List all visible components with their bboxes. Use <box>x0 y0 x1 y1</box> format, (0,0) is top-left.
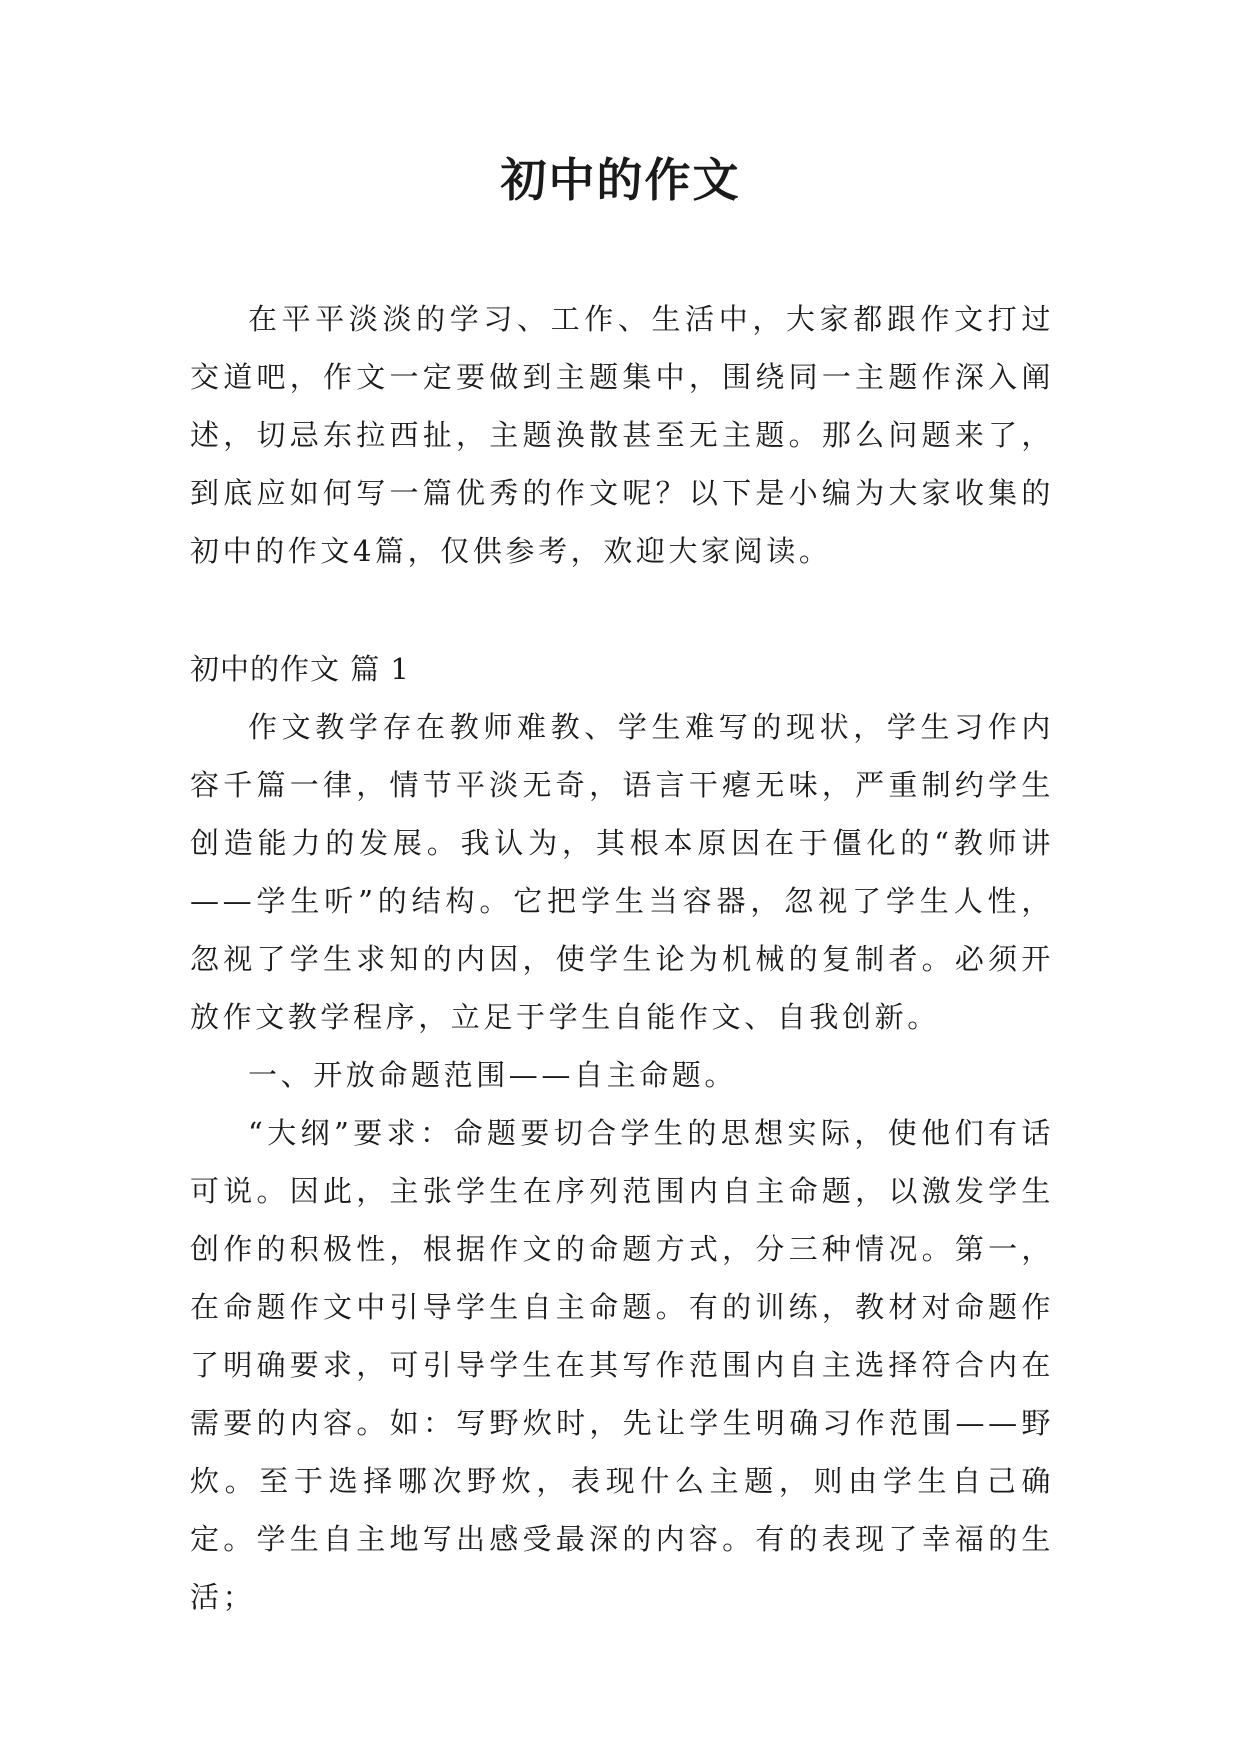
section-paragraph-3: “大纲”要求：命题要切合学生的思想实际，使他们有话可说。因此，主张学生在序列范围内自主命题，以激发学生创作的积极性，根据作文的命题方式，分三种情况。第一，在命题作文中引导学生自主命题。有的训练，教材对命题作了明确要求，可引导学生在其写作范围内自主选择符合内在需要的内容。如：写野炊时，先让学生明确习作范围——野炊。至于选择哪次野炊，表现什么主题，则由学生自己确定。学生自主地写出感受最深的内容。有的表现了幸福的生活； <box>190 1116 1054 1614</box>
section-heading: 初中的作文 篇 1 <box>190 652 410 686</box>
document-title: 初中的作文 <box>500 153 741 207</box>
section-paragraph-1: 作文教学存在教师难教、学生难写的现状，学生习作内容千篇一律，情节平淡无奇，语言干瘪无味，严重制约学生创造能力的发展。我认为，其根本原因在于僵化的“教师讲——学生听”的结构。它把学生当容器，忽视了学生人性，忽视了学生求知的内因，使学生论为机械的复制者。必须开放作文教学程序，立足于学生自能作文、自我创新。 <box>190 710 1054 1034</box>
intro-block <box>190 290 1054 580</box>
section-paragraph-2: 一、开放命题范围——自主命题。 <box>248 1058 738 1092</box>
section-1 <box>190 640 1054 1626</box>
intro-paragraph: 在平平淡淡的学习、工作、生活中，大家都跟作文打过交道吧，作文一定要做到主题集中，围绕同一主题作深入阐述，切忌东拉西扯，主题涣散甚至无主题。那么问题来了，到底应如何写一篇优秀的作文呢？以下是小编为大家收集的初中的作文4篇，仅供参考，欢迎大家阅读。 <box>190 302 1054 568</box>
